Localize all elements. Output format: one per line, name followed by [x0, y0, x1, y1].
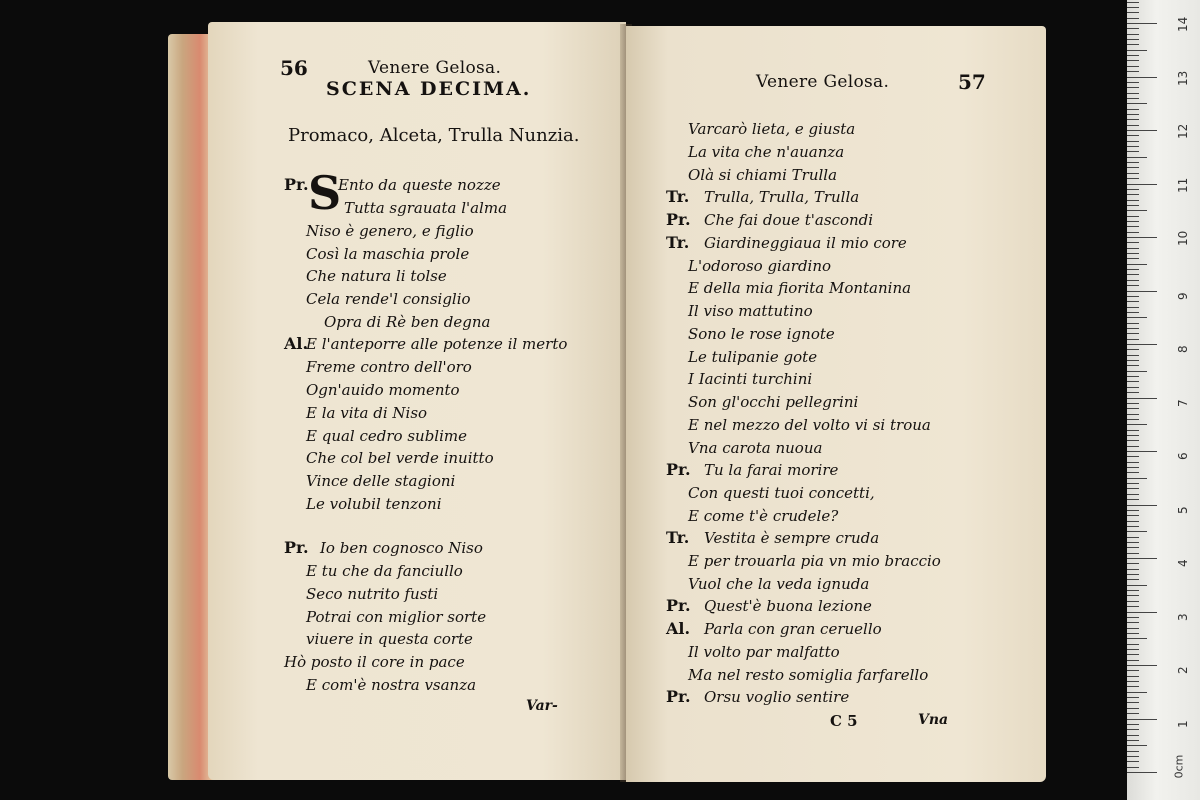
verse-line: E l'anteporre alle potenze il merto	[306, 335, 568, 353]
ruler-tick	[1127, 740, 1139, 741]
ruler-tick	[1127, 178, 1139, 179]
ruler-tick	[1127, 692, 1147, 693]
ruler-tick	[1127, 472, 1139, 473]
ruler-tick	[1127, 558, 1157, 559]
ruler-tick	[1127, 237, 1157, 238]
verse-line: Varcarò lieta, e giusta	[688, 120, 856, 138]
ruler-tick	[1127, 376, 1139, 377]
ruler-number: 5	[1176, 505, 1190, 514]
ruler-tick	[1127, 719, 1157, 720]
ruler-tick	[1127, 488, 1139, 489]
ruler-number: 7	[1176, 398, 1190, 407]
ruler-tick	[1127, 644, 1139, 645]
ruler-tick	[1127, 467, 1139, 468]
verse-line: Il viso mattutino	[688, 302, 813, 320]
verse-line: E per trouarla pia vn mio braccio	[688, 552, 941, 570]
ruler-tick	[1127, 157, 1147, 158]
measuring-ruler	[1127, 0, 1200, 800]
ruler-tick	[1127, 34, 1139, 35]
verse-line: Vestita è sempre cruda	[704, 529, 880, 547]
verse-line: I Iacinti turchini	[688, 370, 813, 388]
ruler-tick	[1127, 296, 1139, 297]
ruler-tick	[1127, 130, 1157, 131]
ruler-tick	[1127, 708, 1139, 709]
verse-line: Che natura li tolse	[306, 267, 447, 285]
verse-line: E come t'è crudele?	[688, 507, 839, 525]
right-page-number: 57	[958, 70, 986, 94]
verse-line: Ento da queste nozze	[338, 176, 501, 194]
ruler-tick	[1127, 39, 1139, 40]
ruler-tick	[1127, 398, 1157, 399]
speaker-label: Al.	[284, 334, 309, 353]
ruler-tick	[1127, 360, 1139, 361]
ruler-tick	[1127, 349, 1139, 350]
ruler-tick	[1127, 200, 1139, 201]
ruler-tick	[1127, 141, 1139, 142]
ruler-tick	[1127, 162, 1139, 163]
ruler-tick	[1127, 328, 1139, 329]
ruler-tick	[1127, 301, 1139, 302]
ruler-tick	[1127, 344, 1157, 345]
ruler-tick	[1127, 135, 1139, 136]
ruler-number: 14	[1176, 16, 1190, 32]
ruler-tick	[1127, 339, 1139, 340]
ruler-tick	[1127, 371, 1147, 372]
ruler-tick	[1127, 681, 1139, 682]
ruler-tick	[1127, 312, 1139, 313]
ruler-number: 4	[1176, 559, 1190, 567]
verse-line: Freme contro dell'oro	[306, 358, 472, 376]
ruler-tick	[1127, 537, 1139, 538]
ruler-tick	[1127, 167, 1139, 168]
ruler-tick	[1127, 660, 1139, 661]
ruler-tick	[1127, 654, 1139, 655]
ruler-tick	[1127, 114, 1139, 115]
ruler-tick	[1127, 258, 1139, 259]
ruler-tick	[1127, 590, 1139, 591]
ruler-tick	[1127, 226, 1139, 227]
ruler-tick	[1127, 28, 1139, 29]
ruler-tick	[1127, 430, 1139, 431]
ruler-tick	[1127, 146, 1139, 147]
ruler-tick	[1127, 735, 1139, 736]
ruler-tick	[1127, 87, 1139, 88]
ruler-tick	[1127, 109, 1139, 110]
ruler-tick	[1127, 521, 1139, 522]
speaker-label: Tr.	[666, 528, 690, 547]
ruler-tick	[1127, 419, 1139, 420]
ruler-number: 2	[1176, 666, 1190, 674]
ruler-number: 13	[1176, 70, 1190, 86]
ruler-tick	[1127, 713, 1139, 714]
ruler-tick	[1127, 761, 1139, 762]
ruler-tick	[1127, 93, 1139, 94]
speaker-label: Tr.	[666, 187, 690, 206]
ruler-tick	[1127, 381, 1139, 382]
ruler-number: 11	[1176, 177, 1190, 193]
verse-line: Orsu voglio sentire	[704, 688, 850, 706]
ruler-tick	[1127, 317, 1147, 318]
verse-line: Son gl'occhi pellegrini	[688, 393, 859, 411]
ruler-tick	[1127, 2, 1139, 3]
speaker-label: Pr.	[666, 687, 691, 706]
verse-line: E qual cedro sublime	[306, 427, 467, 445]
ruler-tick	[1127, 526, 1139, 527]
ruler-tick	[1127, 505, 1157, 506]
ruler-tick	[1127, 55, 1139, 56]
left-page-number: 56	[280, 56, 308, 80]
ruler-tick	[1127, 483, 1139, 484]
ruler-tick	[1127, 307, 1139, 308]
ruler-tick	[1127, 71, 1139, 72]
characters-list: Promaco, Alceta, Trulla Nunzia.	[288, 125, 580, 146]
ruler-tick	[1127, 574, 1139, 575]
speaker-label: Pr.	[284, 538, 309, 557]
ruler-tick	[1127, 50, 1147, 51]
right-page	[626, 26, 1046, 782]
ruler-number: 10	[1176, 230, 1190, 246]
ruler-tick	[1127, 478, 1147, 479]
ruler-tick	[1127, 697, 1139, 698]
ruler-number: 3	[1176, 612, 1190, 621]
verse-line: Le tulipanie gote	[688, 348, 818, 366]
speaker-label: Al.	[666, 619, 691, 638]
ruler-tick	[1127, 729, 1139, 730]
drop-cap: S	[308, 166, 342, 220]
ruler-tick	[1127, 23, 1157, 24]
verse-line: E della mia fiorita Montanina	[688, 279, 912, 297]
ruler-tick	[1127, 638, 1147, 639]
right-running-title: Venere Gelosa.	[756, 72, 890, 92]
ruler-tick	[1127, 494, 1139, 495]
verse-line: Giardineggiaua il mio core	[704, 234, 907, 252]
ruler-tick	[1127, 408, 1139, 409]
ruler-tick	[1127, 98, 1139, 99]
verse-line: Vuol che la veda ignuda	[688, 575, 870, 593]
verse-line: Trulla, Trulla, Trulla	[704, 188, 860, 206]
verse-line: E com'è nostra vsanza	[306, 676, 477, 694]
speaker-label: Pr.	[666, 460, 691, 479]
ruler-tick	[1127, 403, 1139, 404]
ruler-tick	[1127, 285, 1139, 286]
verse-line: Ogn'auido momento	[306, 381, 460, 399]
ruler-tick	[1127, 601, 1139, 602]
verse-line: Niso è genero, e figlio	[306, 222, 474, 240]
ruler-tick	[1127, 119, 1139, 120]
ruler-tick	[1127, 280, 1139, 281]
ruler-tick	[1127, 579, 1139, 580]
ruler-tick	[1127, 189, 1139, 190]
ruler-tick	[1127, 628, 1139, 629]
verse-line: Seco nutrito fusti	[306, 585, 439, 603]
ruler-tick	[1127, 232, 1139, 233]
verse-line: Vince delle stagioni	[306, 472, 456, 490]
ruler-tick	[1127, 702, 1139, 703]
ruler-tick	[1127, 424, 1147, 425]
ruler-tick	[1127, 387, 1139, 388]
ruler-tick	[1127, 194, 1139, 195]
ruler-number: 9	[1176, 291, 1190, 300]
verse-line: E tu che da fanciullo	[306, 562, 463, 580]
catchword: Var-	[526, 698, 558, 714]
ruler-tick	[1127, 66, 1139, 67]
ruler-tick	[1127, 18, 1139, 19]
ruler-tick	[1127, 440, 1139, 441]
ruler-tick	[1127, 7, 1139, 8]
ruler-tick	[1127, 264, 1147, 265]
ruler-tick	[1127, 676, 1139, 677]
ruler-tick	[1127, 173, 1139, 174]
speaker-label: Pr.	[666, 210, 691, 229]
ruler-tick	[1127, 333, 1139, 334]
ruler-tick	[1127, 595, 1139, 596]
verse-line: Così la maschia prole	[306, 245, 470, 263]
ruler-tick	[1127, 291, 1157, 292]
ruler-tick	[1127, 355, 1139, 356]
ruler-unit-label: 0cm	[1172, 754, 1186, 779]
ruler-number: 8	[1176, 345, 1190, 353]
catchword: Vna	[918, 712, 949, 728]
ruler-tick	[1127, 103, 1147, 104]
verse-line: Io ben cognosco Niso	[320, 539, 483, 557]
verse-line: Ma nel resto somiglia farfarello	[688, 666, 929, 684]
verse-line: La vita che n'auanza	[688, 143, 845, 161]
ruler-tick	[1127, 745, 1147, 746]
left-running-title: Venere Gelosa.	[368, 58, 502, 78]
ruler-tick	[1127, 585, 1147, 586]
verse-line: Opra di Rè ben degna	[324, 313, 491, 331]
ruler-tick	[1127, 216, 1139, 217]
ruler-tick	[1127, 151, 1139, 152]
verse-line: Tutta sgrauata l'alma	[344, 199, 508, 217]
ruler-number: 6	[1176, 452, 1190, 460]
ruler-number: 12	[1176, 123, 1190, 139]
ruler-tick	[1127, 60, 1139, 61]
signature-mark: C 5	[830, 712, 858, 730]
verse-line: Parla con gran ceruello	[704, 620, 882, 638]
ruler-tick	[1127, 617, 1139, 618]
verse-line: Tu la farai morire	[704, 461, 839, 479]
ruler-tick	[1127, 724, 1139, 725]
speaker-label: Pr.	[666, 596, 691, 615]
ruler-tick	[1127, 649, 1139, 650]
ruler-tick	[1127, 242, 1139, 243]
ruler-tick	[1127, 77, 1157, 78]
ruler-tick	[1127, 670, 1139, 671]
ruler-tick	[1127, 253, 1139, 254]
ruler-tick	[1127, 44, 1139, 45]
ruler-tick	[1127, 553, 1139, 554]
ruler-tick	[1127, 542, 1139, 543]
ruler-tick	[1127, 446, 1139, 447]
ruler-tick	[1127, 269, 1139, 270]
ruler-tick	[1127, 82, 1139, 83]
scene-title: SCENA DECIMA.	[326, 78, 532, 100]
ruler-tick	[1127, 451, 1157, 452]
ruler-tick	[1127, 125, 1139, 126]
ruler-tick	[1127, 414, 1139, 415]
ruler-tick	[1127, 462, 1139, 463]
ruler-tick	[1127, 751, 1139, 752]
ruler-tick	[1127, 392, 1139, 393]
ruler-tick	[1127, 510, 1139, 511]
ruler-tick	[1127, 248, 1139, 249]
verse-line: E nel mezzo del volto vi si troua	[688, 416, 931, 434]
verse-line: Olà si chiami Trulla	[688, 166, 838, 184]
ruler-tick	[1127, 606, 1139, 607]
verse-line: Sono le rose ignote	[688, 325, 835, 343]
verse-line: Che fai doue t'ascondi	[704, 211, 874, 229]
ruler-tick	[1127, 210, 1147, 211]
ruler-tick	[1127, 563, 1139, 564]
ruler-tick	[1127, 756, 1139, 757]
ruler-tick	[1127, 772, 1157, 773]
ruler-tick	[1127, 499, 1139, 500]
ruler-tick	[1127, 686, 1139, 687]
ruler-tick	[1127, 547, 1139, 548]
ruler-tick	[1127, 612, 1157, 613]
ruler-tick	[1127, 515, 1139, 516]
ruler-tick	[1127, 12, 1139, 13]
ruler-tick	[1127, 205, 1139, 206]
ruler-tick	[1127, 531, 1147, 532]
verse-line: Vna carota nuoua	[688, 439, 823, 457]
verse-line: Il volto par malfatto	[688, 643, 840, 661]
ruler-tick	[1127, 184, 1157, 185]
left-page	[208, 22, 626, 780]
verse-line: Le volubil tenzoni	[306, 495, 442, 513]
ruler-tick	[1127, 365, 1139, 366]
verse-line: L'odoroso giardino	[688, 257, 832, 275]
ruler-tick	[1127, 569, 1139, 570]
ruler-tick	[1127, 622, 1139, 623]
ruler-tick	[1127, 633, 1139, 634]
verse-line: Con questi tuoi concetti,	[688, 484, 875, 502]
speaker-label: Pr.	[284, 175, 309, 194]
ruler-tick	[1127, 767, 1139, 768]
verse-line: Potrai con miglior sorte	[306, 608, 487, 626]
verse-line: Quest'è buona lezione	[704, 597, 872, 615]
ruler-tick	[1127, 323, 1139, 324]
ruler-tick	[1127, 274, 1139, 275]
verse-line: Hò posto il core in pace	[284, 653, 465, 671]
verse-line: viuere in questa corte	[306, 630, 473, 648]
ruler-tick	[1127, 456, 1139, 457]
speaker-label: Tr.	[666, 233, 690, 252]
verse-line: Che col bel verde inuitto	[306, 449, 494, 467]
open-book	[168, 22, 1048, 782]
verse-line: E la vita di Niso	[306, 404, 428, 422]
ruler-tick	[1127, 435, 1139, 436]
ruler-tick	[1127, 221, 1139, 222]
ruler-tick	[1127, 665, 1157, 666]
verse-line: Cela rende'l consiglio	[306, 290, 471, 308]
ruler-number: 1	[1176, 719, 1190, 728]
